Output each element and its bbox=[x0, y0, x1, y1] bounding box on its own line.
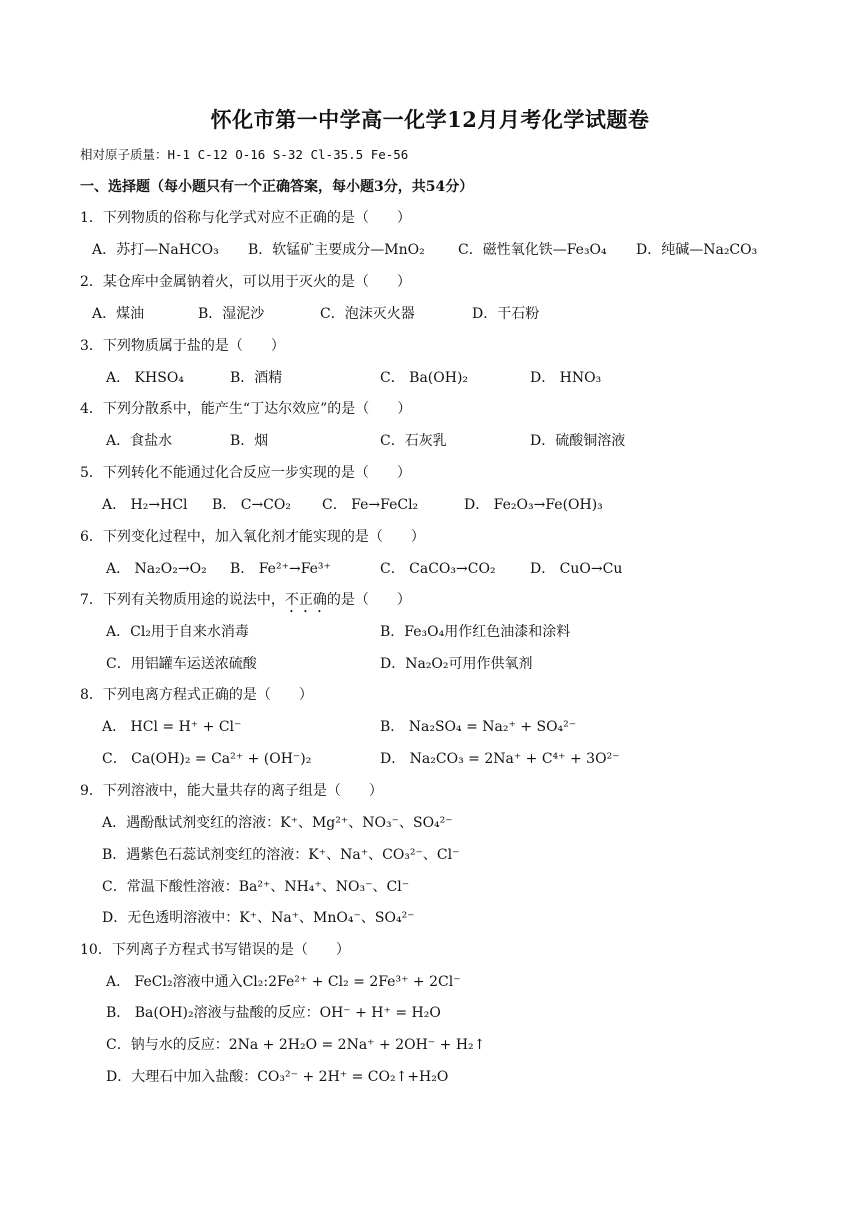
q6-option-b: B． Fe²⁺→Fe³⁺ bbox=[230, 561, 331, 577]
q8-option-c: C． Ca(OH)₂ = Ca²⁺ + (OH⁻)₂ bbox=[102, 751, 312, 767]
q9-option-a: A．遇酚酞试剂变红的溶液：K⁺、Mg²⁺、NO₃⁻、SO₄²⁻ bbox=[102, 815, 453, 831]
q3-option-d: D． HNO₃ bbox=[530, 370, 602, 386]
q8-option-a: A． HCl = H⁺ + Cl⁻ bbox=[102, 719, 242, 735]
q7-stem-b: 的是（ ） bbox=[326, 592, 411, 608]
q6-option-c: C． CaCO₃→CO₂ bbox=[380, 561, 496, 577]
q9-option-d: D．无色透明溶液中：K⁺、Na⁺、MnO₄⁻、SO₄²⁻ bbox=[102, 910, 415, 926]
question-2-stem: 2．某仓库中金属钠着火，可以用于灭火的是（ ） bbox=[80, 274, 411, 290]
q4-option-b: B．烟 bbox=[230, 433, 269, 449]
q5-option-d: D． Fe₂O₃→Fe(OH)₃ bbox=[464, 497, 603, 513]
q5-option-a: A． H₂→HCl bbox=[102, 497, 188, 513]
question-6-stem: 6．下列变化过程中，加入氧化剂才能实现的是（ ） bbox=[80, 529, 425, 545]
q8-option-d: D． Na₂CO₃ = 2Na⁺ + C⁴⁺ + 3O²⁻ bbox=[380, 751, 620, 767]
q2-option-d: D．干石粉 bbox=[472, 306, 540, 322]
q1-option-b: B．软锰矿主要成分—MnO₂ bbox=[248, 242, 425, 258]
q2-option-c: C．泡沫灭火器 bbox=[320, 306, 415, 322]
question-4-stem: 4．下列分散系中，能产生“丁达尔效应”的是（ ） bbox=[80, 401, 412, 417]
q7-stem-a: 7．下列有关物质用途的说法中， bbox=[80, 592, 285, 608]
q6-option-a: A． Na₂O₂→O₂ bbox=[106, 561, 207, 577]
q4-option-a: A．食盐水 bbox=[106, 433, 173, 449]
question-7-stem bbox=[80, 589, 411, 616]
q1-option-c: C．磁性氧化铁—Fe₃O₄ bbox=[458, 242, 607, 258]
q7-option-d: D．Na₂O₂可用作供氧剂 bbox=[380, 656, 533, 672]
q7-option-c: C．用铝罐车运送浓硫酸 bbox=[106, 656, 257, 672]
q7-option-b: B．Fe₃O₄用作红色油漆和涂料 bbox=[380, 624, 571, 640]
question-5-stem: 5．下列转化不能通过化合反应一步实现的是（ ） bbox=[80, 465, 411, 481]
q1-option-a: A．苏打—NaHCO₃ bbox=[92, 242, 219, 258]
q2-option-b: B．湿泥沙 bbox=[198, 306, 265, 322]
question-1-stem: 1．下列物质的俗称与化学式对应不正确的是（ ） bbox=[80, 210, 411, 226]
page-title: 怀化市第一中学高一化学12月月考化学试题卷 bbox=[210, 107, 650, 132]
question-10-stem: 10．下列离子方程式书写错误的是（ ） bbox=[80, 942, 350, 958]
q8-option-b: B． Na₂SO₄ = Na₂⁺ + SO₄²⁻ bbox=[380, 719, 577, 735]
q2-option-a: A．煤油 bbox=[92, 306, 145, 322]
q1-option-d: D．纯碱—Na₂CO₃ bbox=[636, 242, 758, 258]
q7-stem-emphasis: 不正确 bbox=[284, 592, 327, 608]
q10-option-c: C．钠与水的反应：2Na + 2H₂O = 2Na⁺ + 2OH⁻ + H₂↑ bbox=[106, 1037, 486, 1053]
q10-option-d: D．大理石中加入盐酸：CO₃²⁻ + 2H⁺ = CO₂↑+H₂O bbox=[106, 1069, 449, 1085]
question-3-stem: 3．下列物质属于盐的是（ ） bbox=[80, 338, 285, 354]
q9-option-b: B．遇紫色石蕊试剂变红的溶液：K⁺、Na⁺、CO₃²⁻、Cl⁻ bbox=[102, 847, 460, 863]
atomic-masses: 相对原子质量：H-1 C-12 O-16 S-32 Cl-35.5 Fe-56 bbox=[80, 147, 409, 162]
q7-option-a: A．Cl₂用于自来水消毒 bbox=[106, 624, 249, 640]
q3-option-a: A． KHSO₄ bbox=[106, 370, 184, 386]
question-9-stem: 9．下列溶液中，能大量共存的离子组是（ ） bbox=[80, 783, 383, 799]
q6-option-d: D． CuO→Cu bbox=[530, 561, 623, 577]
q10-option-b: B． Ba(OH)₂溶液与盐酸的反应：OH⁻ + H⁺ = H₂O bbox=[106, 1005, 441, 1021]
q5-option-c: C． Fe→FeCl₂ bbox=[322, 497, 419, 513]
q3-option-c: C． Ba(OH)₂ bbox=[380, 370, 469, 386]
q4-option-c: C．石灰乳 bbox=[380, 433, 447, 449]
section-heading: 一、选择题（每小题只有一个正确答案，每小题3分，共54分） bbox=[80, 179, 474, 195]
q4-option-d: D．硫酸铜溶液 bbox=[530, 433, 626, 449]
q9-option-c: C．常温下酸性溶液：Ba²⁺、NH₄⁺、NO₃⁻、Cl⁻ bbox=[102, 879, 410, 895]
q3-option-b: B．酒精 bbox=[230, 370, 283, 386]
q5-option-b: B． C→CO₂ bbox=[212, 497, 291, 513]
q10-option-a: A． FeCl₂溶液中通入Cl₂:2Fe²⁺ + Cl₂ = 2Fe³⁺ + 2Cl⁻ bbox=[106, 974, 461, 990]
question-8-stem: 8．下列电离方程式正确的是（ ） bbox=[80, 687, 313, 703]
